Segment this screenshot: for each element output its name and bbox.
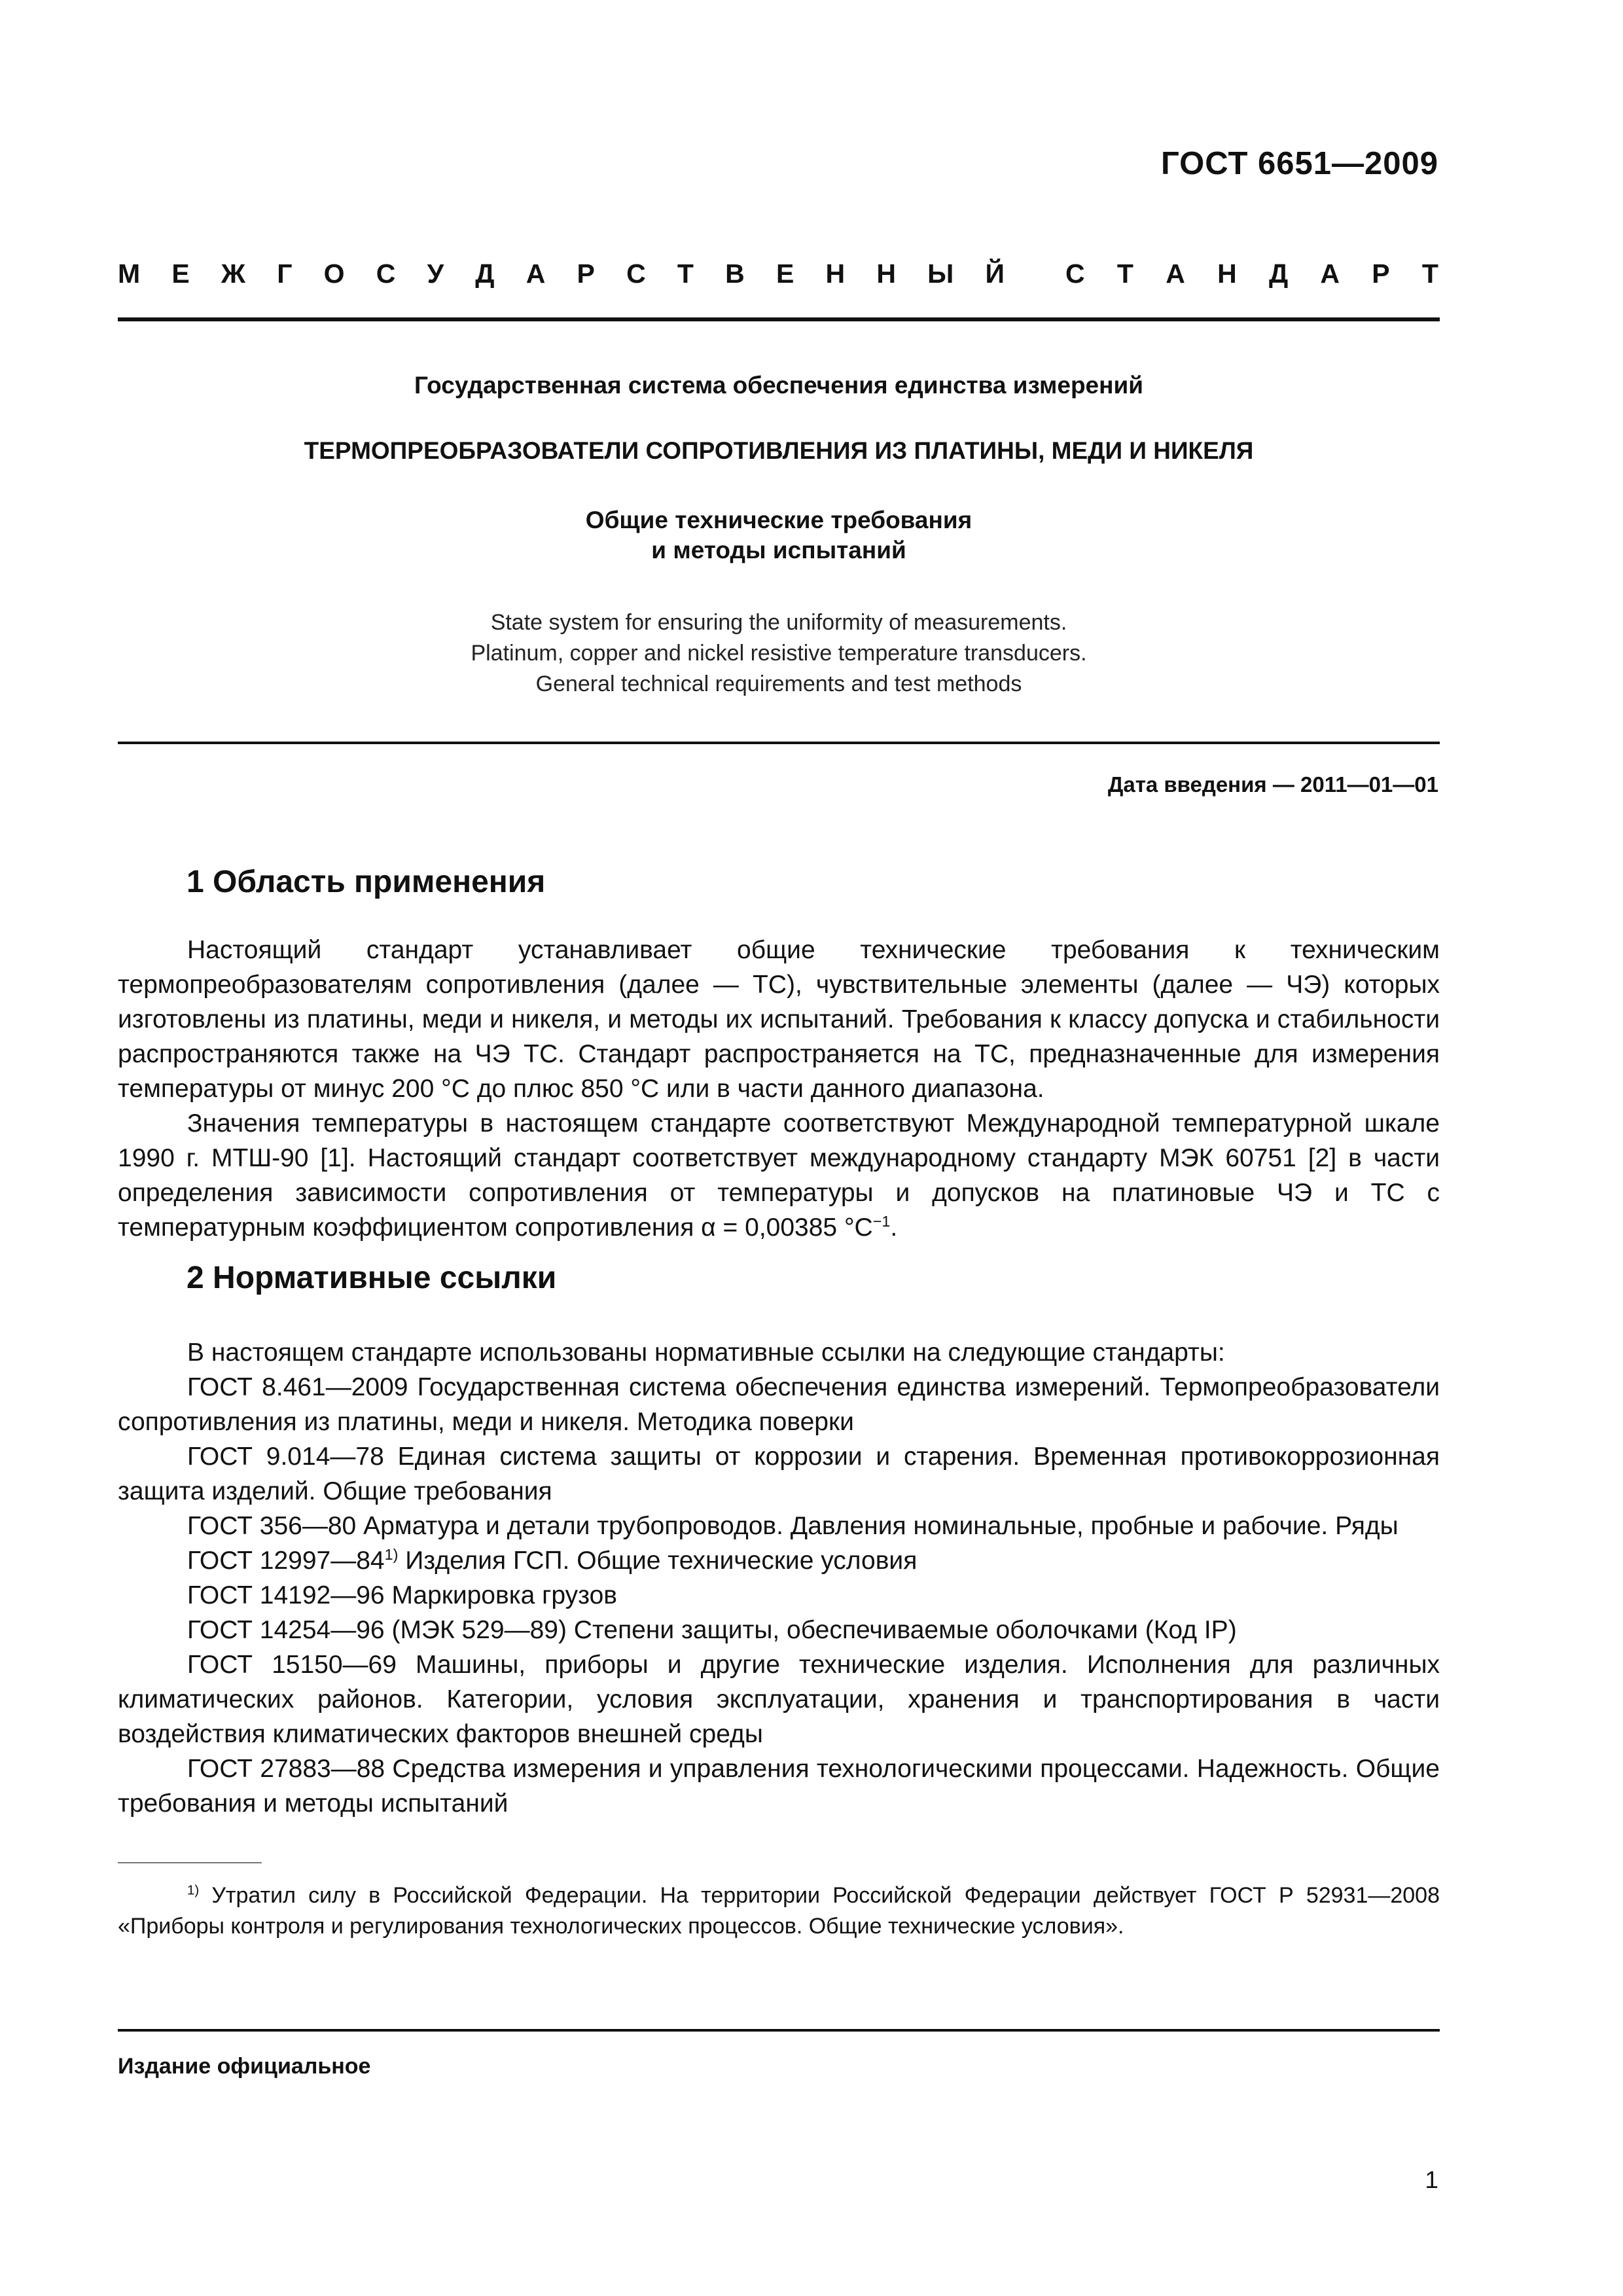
banner-letter: Е [776,259,794,289]
footnote-mark: 1) [384,1546,399,1563]
subtitle-line-1: Общие технические требования [585,507,972,533]
english-title-line-2: Platinum, copper and nickel resistive temperature transducers. [471,641,1087,666]
section-1-paragraph-2 [118,1106,1440,1245]
banner-letter: Т [677,259,694,289]
subtitle [118,505,1440,565]
title-rule [118,742,1440,744]
paragraph-2-text: Значения температуры в настоящем стандарте соответствуют Международной температурной шкале 1990 г. МТШ-90 [1]. Настоящий стандарт соответствует международному стандарту МЭК 60751 [2] в части определения зависимости сопротивления от температуры и допусков на платиновые ЧЭ и ТС с температурным коэффициентом сопротивления α = 0,00385 °С [118,1109,1440,1242]
page-number: 1 [1425,2166,1438,2193]
banner-letter: Н [1217,259,1237,289]
banner-letter: Р [577,259,595,289]
reference-item-footnoted [118,1543,1440,1578]
english-title-line-3: General technical requirements and test methods [535,672,1022,696]
section-1-heading: 1 Область применения [187,865,546,899]
reference-text: Изделия ГСП. Общие технические условия [398,1547,918,1575]
section-2-body [118,1335,1440,1821]
reference-item: ГОСТ 27883—88 Средства измерения и управления технологическими процессами. Надежность. Общие требования и методы испытаний [118,1755,1440,1818]
footnote-mark: 1) [187,1883,200,1898]
banner-letter: А [1320,259,1340,289]
banner-letter: Т [1421,259,1438,289]
banner-letter: У [427,259,444,289]
banner-letter: Н [825,259,846,289]
banner-letter: В [725,259,745,289]
standard-designation: ГОСТ 6651—2009 [1161,146,1438,181]
banner-letter: О [323,259,345,289]
banner-letter: Т [1116,259,1133,289]
main-title: ТЕРМОПРЕОБРАЗОВАТЕЛИ СОПРОТИВЛЕНИЯ ИЗ ПЛАТИНЫ, МЕДИ И НИКЕЛЯ [304,437,1254,464]
banner-letter: Д [475,259,495,289]
banner-letter: Е [171,259,190,289]
english-title-line-1: State system for ensuring the uniformity of measurements. [490,610,1067,635]
footnote [118,1880,1440,1942]
banner-letter: С [376,259,396,289]
paragraph-2-end: . [890,1213,898,1242]
english-title [118,607,1440,700]
reference-code: ГОСТ 12997—84 [187,1547,385,1575]
reference-item: ГОСТ 356—80 Арматура и детали трубопроводов. Давления номинальные, пробные и рабочие. Ряды [187,1512,1399,1540]
section-1-body [118,933,1440,1245]
banner-letter: А [1166,259,1185,289]
banner-word-interstate [118,259,1005,289]
banner-word-standard [1065,259,1438,289]
reference-item: ГОСТ 15150—69 Машины, приборы и другие технические изделия. Исполнения для различных климатических районов. Категории, условия эксплуатации, хранения и транспортирования в части воздействия климатических факторов внешней среды [118,1651,1440,1748]
exponent: −1 [872,1213,891,1230]
section-1-paragraph-1: Настоящий стандарт устанавливает общие технические требования к техническим термопреобразователям сопротивления (далее — ТС), чувствительные элементы (далее — ЧЭ) которых изготовлены из платины, меди и никеля, и методы их испытаний. Требования к классу допуска и стабильности распространяются также на ЧЭ ТС. Стандарт распространяется на ТС, предназначенные для измерения температуры от минус 200 °С до плюс 850 °С или в части данного диапазона. [118,936,1440,1103]
edition-label: Издание официальное [118,2054,371,2079]
reference-item: ГОСТ 14192—96 Маркировка грузов [187,1581,617,1609]
banner-letter: Ж [221,259,245,289]
section-2-heading: 2 Нормативные ссылки [187,1261,557,1295]
reference-item: ГОСТ 8.461—2009 Государственная система обеспечения единства измерений. Термопреобразователи сопротивления из платины, меди и никеля. Методика поверки [118,1373,1440,1436]
reference-item: ГОСТ 9.014—78 Единая система защиты от коррозии и старения. Временная противокоррозионная защита изделий. Общие требования [118,1443,1440,1505]
system-title: Государственная система обеспечения единства измерений [414,372,1143,399]
subtitle-line-2: и методы испытаний [651,537,906,564]
banner-letter: Д [1268,259,1289,289]
date-introduced: Дата введения — 2011—01—01 [1107,772,1438,797]
banner-letter: Й [985,259,1005,289]
banner-letter: А [526,259,546,289]
banner-letter: Ы [927,259,954,289]
banner-letter: С [626,259,646,289]
footer-rule [118,2029,1440,2032]
footnote-paragraph [118,1880,1440,1942]
banner-letter: Г [277,259,293,289]
header-rule [118,317,1440,321]
footnote-text: Утратил силу в Российской Федерации. На территории Российской Федерации действует ГОСТ Р 52931—2008 «Приборы контроля и регулирования технологических процессов. Общие технические условия». [118,1883,1440,1939]
banner-letter: М [118,259,141,289]
standard-type-banner [118,259,1438,289]
section-2-intro: В настоящем стандарте использованы нормативные ссылки на следующие стандарты: [187,1338,1225,1367]
banner-letter: Н [876,259,896,289]
footnote-divider [118,1862,262,1863]
reference-item: ГОСТ 14254—96 (МЭК 529—89) Степени защиты, обеспечиваемые оболочками (Код IP) [187,1616,1237,1644]
banner-letter: С [1065,259,1085,289]
banner-letter: Р [1372,259,1390,289]
